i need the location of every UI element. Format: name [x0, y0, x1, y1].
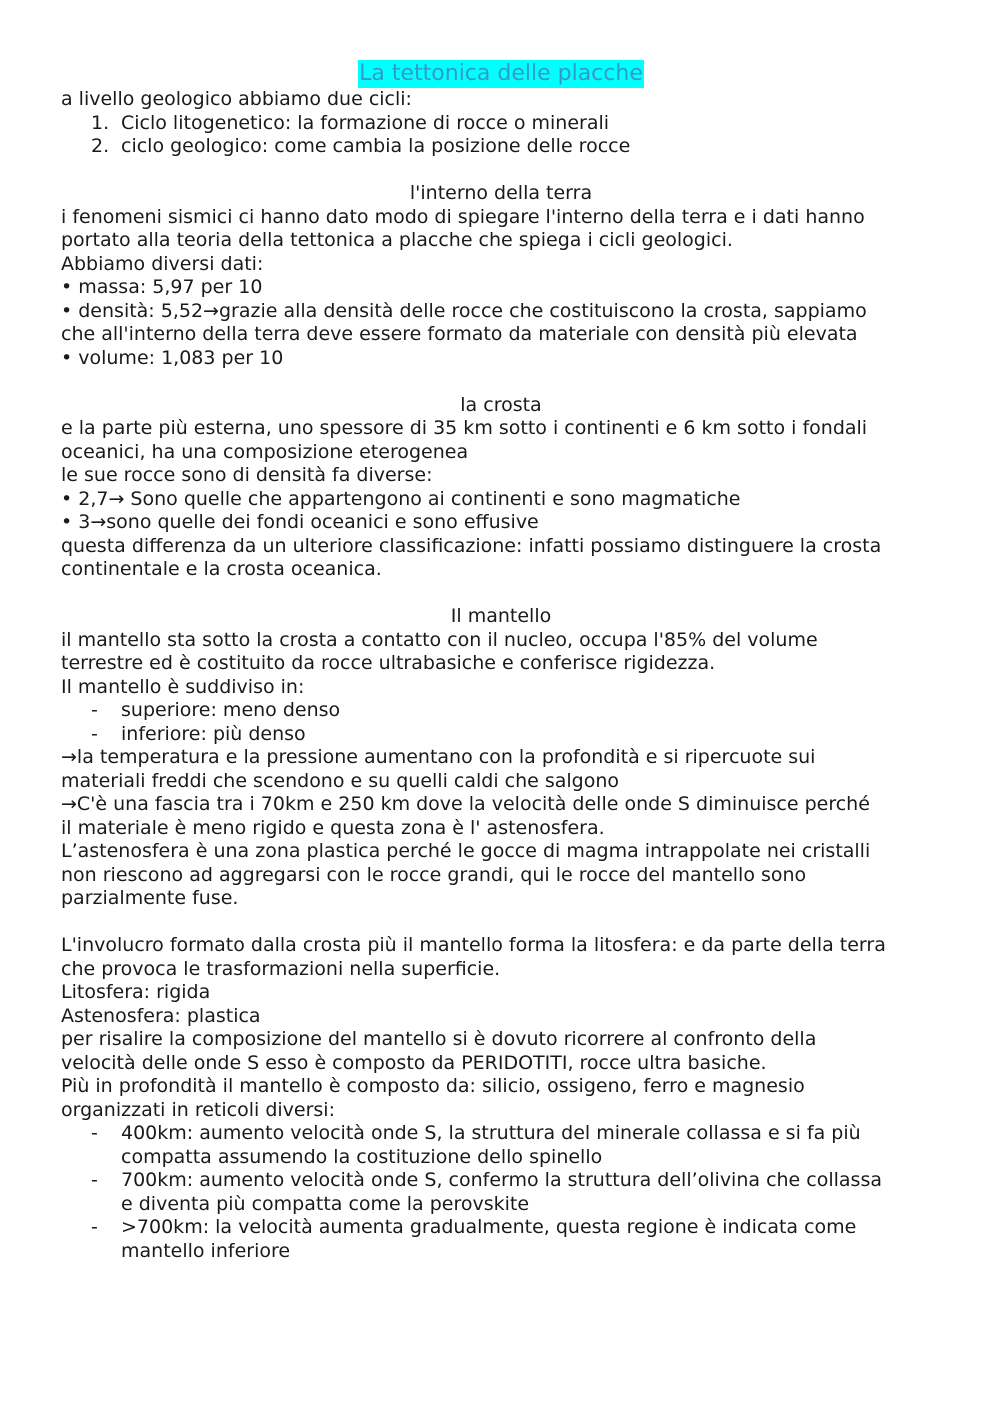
dash-marker: -: [91, 1122, 98, 1144]
bullet-line: • 2,7→ Sono quelle che appartengono ai continenti e sono magmatiche: [61, 487, 741, 510]
dash-marker: -: [91, 722, 98, 745]
paragraph-line: →C'è una fascia tra i 70km e 250 km dove la velocità delle onde S diminuisce perché: [61, 793, 870, 815]
list-text: ciclo geologico: come cambia la posizione delle rocce: [121, 135, 631, 157]
spacer: [61, 582, 941, 606]
paragraph-line: continentale e la crosta oceanica.: [61, 558, 382, 580]
dash-list-item: [61, 699, 941, 723]
list-text: superiore: meno denso: [121, 699, 341, 721]
paragraph-line: parzialmente fuse.: [61, 887, 239, 909]
paragraph-line: velocità delle onde S esso è composto da PERIDOTITI, rocce ultra basiche.: [61, 1051, 767, 1074]
paragraph-line: Litosfera: rigida: [61, 981, 211, 1003]
title-row: [61, 60, 941, 88]
paragraph-line: Il mantello è suddiviso in:: [61, 675, 305, 698]
document-page: [61, 60, 941, 1263]
paragraph-line: i fenomeni sismici ci hanno dato modo di spiegare l'interno della terra e i dati hanno: [61, 205, 865, 228]
paragraph-line: Più in profondità il mantello è composto da: silicio, ossigeno, ferro e magnesio: [61, 1075, 805, 1097]
list-text: e diventa più compatta come la perovskite: [121, 1192, 530, 1215]
bullet-line: • 3→sono quelle dei fondi oceanici e sono effusive: [61, 511, 539, 533]
bullet-line: • massa: 5,97 per 10: [61, 276, 263, 298]
spacer: [61, 911, 941, 935]
list-number: 2.: [91, 135, 110, 157]
paragraph-line: questa differenza da un ulteriore classificazione: infatti possiamo distinguere la crosta: [61, 534, 882, 557]
paragraph-line: L’astenosfera è una zona plastica perché le gocce di magma intrappolate nei cristalli: [61, 840, 871, 862]
paragraph-line: che all'interno della terra deve essere formato da materiale con densità più elevata: [61, 323, 858, 345]
list-text: inferiore: più denso: [121, 722, 306, 745]
dash-marker: -: [91, 1169, 98, 1191]
dash-list-item: [61, 723, 941, 747]
list-number: 1.: [91, 111, 110, 134]
paragraph-line: Astenosfera: plastica: [61, 1004, 261, 1027]
document-title: La tettonica delle placche: [359, 61, 643, 86]
paragraph-line: terrestre ed è costituito da rocce ultrabasiche e conferisce rigidezza.: [61, 652, 716, 674]
list-text: Ciclo litogenetico: la formazione di rocce o minerali: [121, 111, 610, 134]
paragraph-line: portato alla teoria della tettonica a placche che spiega i cicli geologici.: [61, 229, 733, 251]
dash-marker: -: [91, 699, 98, 721]
paragraph-line: L'involucro formato dalla crosta più il mantello forma la litosfera: e da parte della terra: [61, 934, 886, 956]
section-heading-interno: l'interno della terra: [409, 182, 593, 204]
paragraph-line: non riescono ad aggregarsi con le rocce grandi, qui le rocce del mantello sono: [61, 863, 807, 886]
dash-list-item: [61, 1169, 941, 1216]
list-text: mantello inferiore: [121, 1239, 291, 1262]
dash-list-item: [61, 1216, 941, 1263]
spacer: [61, 159, 941, 183]
dash-marker: -: [91, 1216, 98, 1238]
dash-list-item: [61, 1122, 941, 1169]
section-heading-mantello: Il mantello: [450, 605, 552, 627]
paragraph-line: il mantello sta sotto la crosta a contatto con il nucleo, occupa l'85% del volume: [61, 628, 818, 651]
list-text: 700km: aumento velocità onde S, confermo la struttura dell’olivina che collassa: [121, 1169, 882, 1191]
list-text: >700km: la velocità aumenta gradualmente, questa regione è indicata come: [121, 1216, 857, 1238]
bullet-line: • volume: 1,083 per 10: [61, 346, 284, 369]
paragraph-line: per risalire la composizione del mantello si è dovuto ricorrere al confronto della: [61, 1028, 817, 1050]
section-heading-crosta: la crosta: [460, 393, 542, 416]
list-text: compatta assumendo la costituzione dello spinello: [121, 1145, 603, 1168]
bullet-line: • densità: 5,52→grazie alla densità delle rocce che costituiscono la crosta, sappiamo: [61, 299, 867, 322]
paragraph-line: materiali freddi che scendono e su quelli caldi che salgono: [61, 769, 620, 792]
paragraph-line: il materiale è meno rigido e questa zona è l' astenosfera.: [61, 816, 605, 839]
paragraph-line: le sue rocce sono di densità fa diverse:: [61, 464, 433, 486]
intro-text: a livello geologico abbiamo due cicli:: [61, 88, 412, 110]
list-text: 400km: aumento velocità onde S, la struttura del minerale collassa e si fa più: [121, 1122, 861, 1144]
numbered-list-item: [61, 112, 941, 136]
paragraph-line: che provoca le trasformazioni nella superficie.: [61, 957, 501, 980]
paragraph-line: e la parte più esterna, uno spessore di 35 km sotto i continenti e 6 km sotto i fondali: [61, 417, 868, 439]
paragraph-line: →la temperatura e la pressione aumentano con la profondità e si ripercuote sui: [61, 746, 816, 768]
numbered-list-item: [61, 135, 941, 159]
paragraph-line: Abbiamo diversi dati:: [61, 252, 264, 275]
spacer: [61, 370, 941, 394]
paragraph-line: organizzati in reticoli diversi:: [61, 1098, 335, 1121]
paragraph-line: oceanici, ha una composizione eterogenea: [61, 440, 469, 463]
